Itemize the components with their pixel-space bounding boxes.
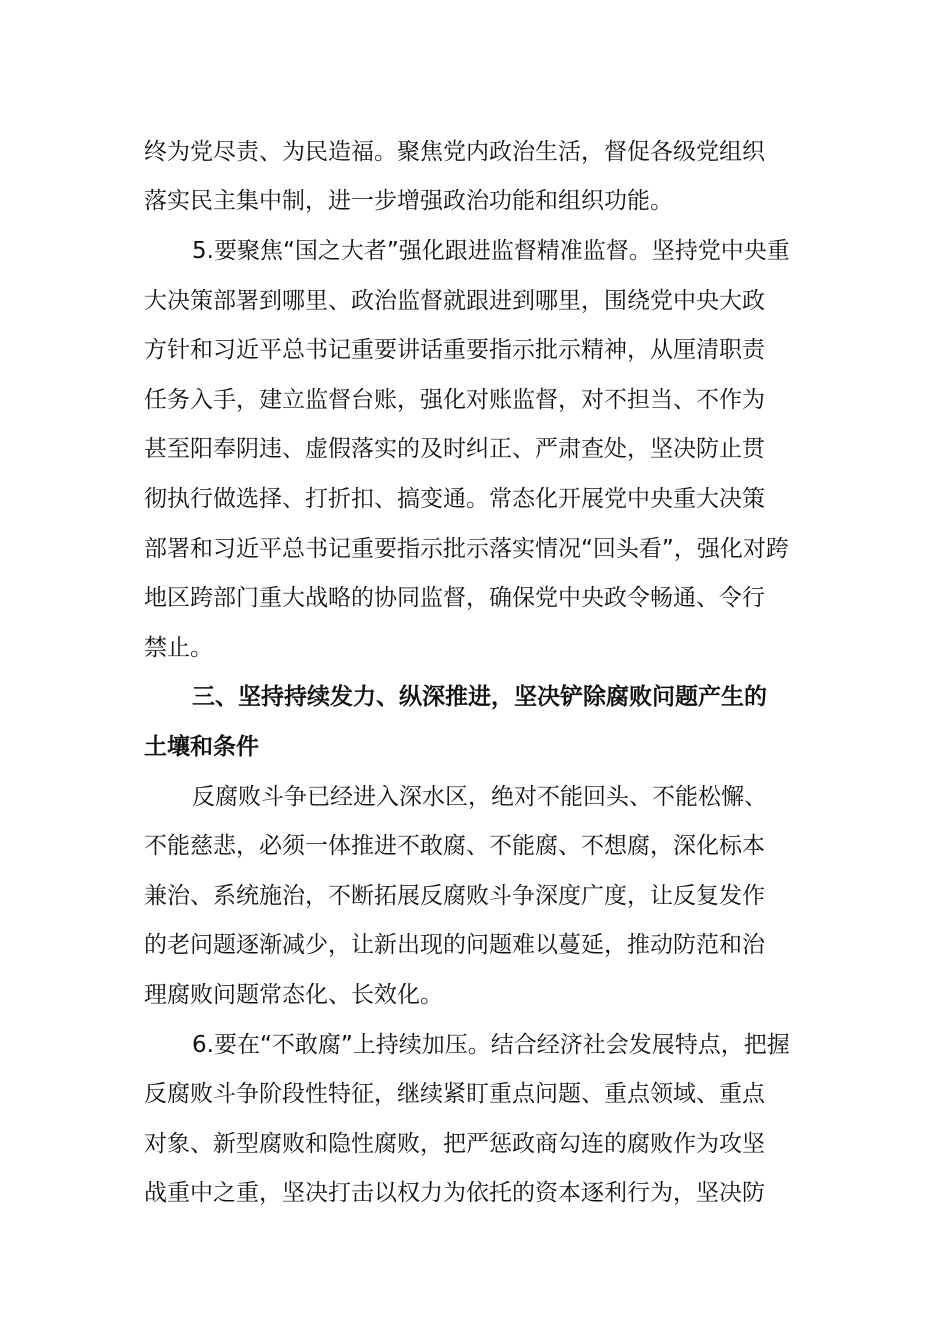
text-line: 不能慈悲，必须一体推进不敢腐、不能腐、不想腐，深化标本 (144, 833, 765, 859)
text-line: 的老问题逐渐减少，让新出现的问题难以蔓延，推动防范和治 (144, 932, 765, 958)
section-heading: 土壤和条件 (144, 734, 259, 760)
text-line: 落实民主集中制，进一步增强政治功能和组织功能。 (144, 188, 673, 214)
text-line: 反腐败斗争阶段性特征，继续紧盯重点问题、重点领域、重点 (144, 1081, 765, 1107)
text-line: 禁止。 (144, 635, 213, 661)
text-line: 理腐败问题常态化、长效化。 (144, 982, 443, 1008)
section-heading: 三、坚持持续发力、纵深推进，坚决铲除腐败问题产生的 (192, 684, 767, 710)
paragraph-first-line: 反腐败斗争已经进入深水区，绝对不能回头、不能松懈、 (192, 784, 767, 810)
text-line: 战重中之重，坚决打击以权力为依托的资本逐利行为，坚决防 (144, 1180, 765, 1206)
text-line: 终为党尽责、为民造福。聚焦党内政治生活，督促各级党组织 (144, 139, 765, 165)
paragraph-first-line: 5.要聚焦“国之大者”强化跟进监督精准监督。坚持党中央重 (192, 238, 790, 264)
text-line: 对象、新型腐败和隐性腐败，把严惩政商勾连的腐败作为攻坚 (144, 1131, 765, 1157)
text-line: 甚至阳奉阴违、虚假落实的及时纠正、严肃查处，坚决防止贯 (144, 436, 765, 462)
text-line: 部署和习近平总书记重要指示批示落实情况“回头看”，强化对跨 (144, 536, 789, 562)
text-line: 任务入手，建立监督台账，强化对账监督，对不担当、不作为 (144, 387, 765, 413)
text-line: 兼治、系统施治，不断拓展反腐败斗争深度广度，让反复发作 (144, 883, 765, 909)
text-line: 彻执行做选择、打折扣、搞变通。常态化开展党中央重大决策 (144, 486, 765, 512)
text-line: 大决策部署到哪里、政治监督就跟进到哪里，围绕党中央大政 (144, 288, 765, 314)
paragraph-first-line: 6.要在“不敢腐”上持续加压。结合经济社会发展特点，把握 (192, 1032, 790, 1058)
text-line: 方针和习近平总书记重要讲话重要指示批示精神，从厘清职责 (144, 337, 765, 363)
text-line: 地区跨部门重大战略的协同监督，确保党中央政令畅通、令行 (144, 585, 765, 611)
